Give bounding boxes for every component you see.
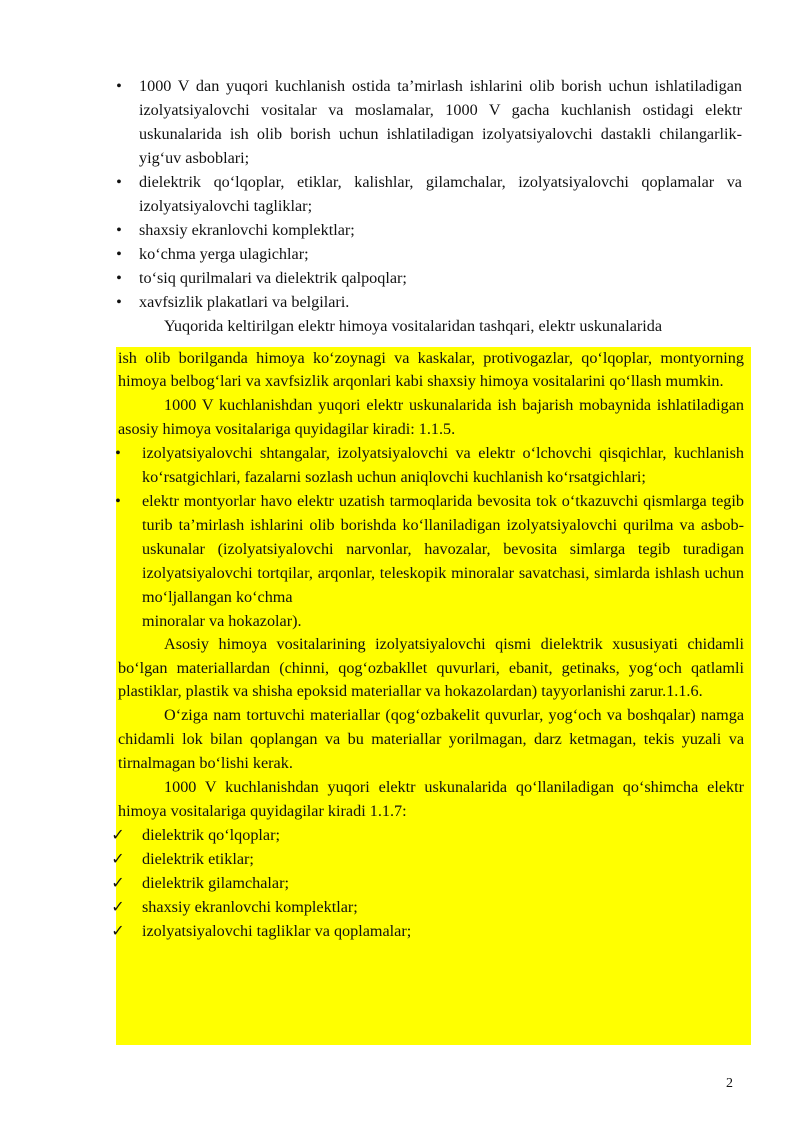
list-item (115, 441, 744, 489)
checklist-item (111, 823, 744, 847)
highlighted-section (111, 347, 744, 943)
list-item-text: shaxsiy ekranlovchi komplektlar; (139, 221, 355, 239)
bullet-icon: • (116, 173, 122, 191)
list-item-text: 1000 V dan yuqori kuchlanish ostida ta’mirlash ishlarini olib borish uchun ishlatiladigan izolyatsiyalovchi vositalar va moslamalar, 1000 V gacha kuchlanish ostidagi elektr uskunalarida ish olib borish uchun ishlatiladigan izolyatsiyalovchi dastakli chilangarlik-yig‘uv asboblari; (139, 77, 742, 167)
checkmark-icon: ✓ (111, 874, 125, 893)
bullet-icon: • (116, 269, 122, 287)
list-item (116, 218, 742, 242)
list-item-text: elektr montyorlar havo elektr uzatish tarmoqlarida bevosita tok o‘tkazuvchi qismlarga tegib turib ta’mirlash ishlarini olib borishda ko‘llaniladigan izolyatsiyalovchi qurilma va asbob-uskunalar (izolyatsiyalovchi narvonlar, havozalar, bevosita simlarga tegib turadigan izolyatsiyalovchi tortqilar, arqonlar, teleskopik minoralar savatchasi, simlarda ishlash uchun mo‘ljallangan ko‘chma (142, 492, 744, 606)
list-item (116, 170, 742, 218)
intro-section (116, 74, 742, 338)
bullet-icon: • (116, 293, 122, 311)
bullet-icon: • (116, 221, 122, 239)
paragraph: 1000 V kuchlanishdan yuqori elektr uskunalarida qo‘llaniladigan qo‘shimcha elektr himoya vositalariga quyidagilar kiradi 1.1.7: (118, 778, 744, 821)
bullet-icon: • (116, 245, 122, 263)
checklist-item (111, 919, 744, 943)
checklist-item (111, 895, 744, 919)
list-item-text: to‘siq qurilmalari va dielektrik qalpoqlar; (139, 269, 407, 287)
list-item-text: xavfsizlik plakatlari va belgilari. (139, 293, 350, 311)
checkmark-icon: ✓ (111, 826, 125, 845)
list-item-text: dielektrik qo‘lqoplar, etiklar, kalishlar, gilamchalar, izolyatsiyalovchi qoplamalar va izolyatsiyalovchi tagliklar; (139, 173, 742, 215)
bullet-icon: • (115, 492, 121, 510)
paragraph: O‘ziga nam tortuvchi materiallar (qog‘ozbakelit quvurlar, yog‘och va boshqalar) namga chidamli lok bilan qoplangan va bu materiallar yorilmagan, darz ketmagan, tekis yuzali va tirnalmagan bo‘lishi kerak. (118, 706, 744, 772)
paragraph: Asosiy himoya vositalarining izolyatsiyalovchi qismi dielektrik xususiyati chidamli bo‘lgan materiallardan (chinni, qog‘ozbakllet quvurlari, ebanit, getinaks, yog‘och qatlamli plastiklar, plastik va shisha epoksid materiallar va hokazolardan) tayyorlanishi zarur.1.1.6. (118, 635, 744, 701)
list-item (116, 266, 742, 290)
paragraph: 1000 V kuchlanishdan yuqori elektr uskunalarida ish bajarish mobaynida ishlatiladigan asosiy himoya vositalariga quyidagilar kiradi: 1.1.5. (118, 396, 744, 438)
list-item (116, 290, 742, 314)
list-item-text: ko‘chma yerga ulagichlar; (139, 245, 309, 263)
list-item (116, 74, 742, 170)
checkmark-icon: ✓ (111, 898, 125, 917)
list-item (116, 242, 742, 266)
checklist-item (111, 847, 744, 871)
paragraph-intro: Yuqorida keltirilgan elektr himoya vositalaridan tashqari, elektr uskunalarida (164, 317, 663, 335)
page-number: 2 (726, 1076, 733, 1091)
checklist-item-text: shaxsiy ekranlovchi komplektlar; (142, 898, 358, 917)
checkmark-icon: ✓ (111, 922, 125, 941)
list-item-text-end: minoralar va hokazolar). (142, 612, 302, 630)
checklist-item-text: izolyatsiyalovchi tagliklar va qoplamalar; (142, 922, 412, 941)
bullet-icon: • (115, 444, 121, 462)
checklist-item-text: dielektrik qo‘lqoplar; (142, 826, 281, 845)
checklist-item (111, 871, 744, 895)
list-item (115, 489, 744, 633)
paragraph: ish olib borilganda himoya ko‘zoynagi va kaskalar, protivogazlar, qo‘lqoplar, montyorning himoya belbog‘lari va xavfsizlik arqonlari kabi shaxsiy himoya vositalarini qo‘llash mumkin. (118, 349, 744, 390)
list-item-text: izolyatsiyalovchi shtangalar, izolyatsiyalovchi va elektr o‘lchovchi qisqichlar, kuchlanish ko‘rsatgichlari, fazalarni sozlash uchun aniqlovchi kuchlanish ko‘rsatgichlari; (142, 444, 744, 486)
checklist-item-text: dielektrik gilamchalar; (142, 874, 289, 893)
bullet-icon: • (116, 77, 122, 95)
checklist-item-text: dielektrik etiklar; (142, 850, 254, 869)
checkmark-icon: ✓ (111, 850, 125, 869)
